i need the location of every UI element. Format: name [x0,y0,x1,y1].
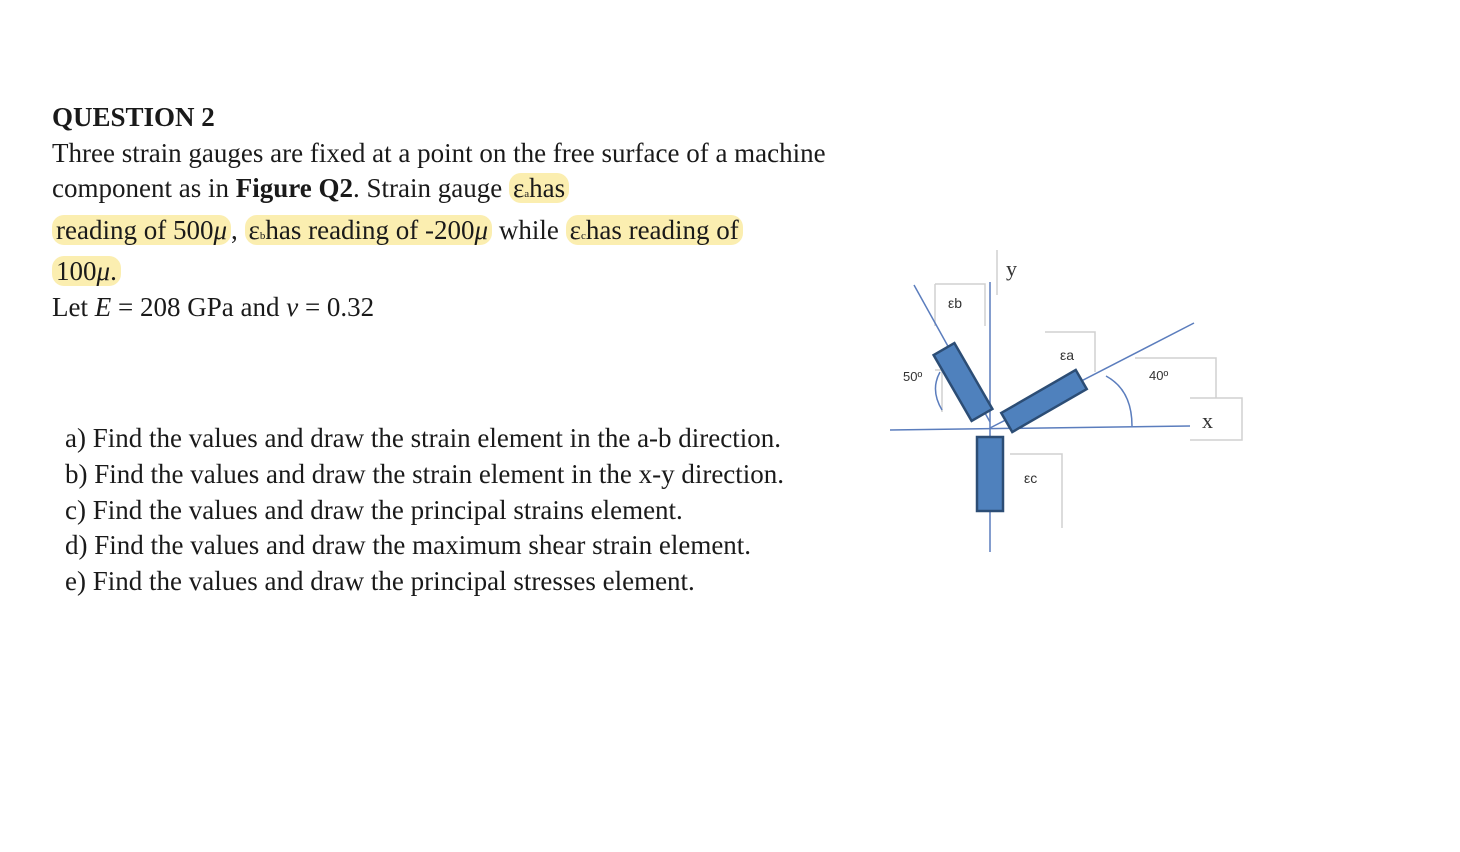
reading-a: reading of 500 [56,214,214,245]
gauge-c [977,437,1003,511]
modulus-value: = 208 GPa and [111,291,287,322]
label-angle-50: 50º [903,369,923,384]
part-c: c) Find the values and draw the principal strains element. [65,494,683,525]
has-text: has [529,173,566,204]
label-eb: εb [948,295,963,311]
reading-c-value: 100 [56,256,97,287]
mu-c: μ [96,256,111,287]
highlight-ea [509,173,569,203]
part-a: a) Find the values and draw the strain element in the a-b direction. [65,423,782,453]
reading-b: has reading of -200 [265,214,475,245]
figure-q2 [880,240,1260,560]
highlight-ec [566,215,743,245]
intro-text-1: Three strain gauges are fixed at a point on the free surface of a machine component as in [52,137,826,204]
reading-c: has reading of [585,214,739,245]
highlight-reading-a [52,215,231,245]
epsilon-a: ε [512,173,525,204]
figure-ref: Figure Q2 [235,173,353,204]
part-b: b) Find the values and draw the strain element in the x-y direction. [65,458,785,489]
let-text: Let [52,291,95,322]
label-ea: εa [1060,347,1075,363]
intro-text-2: . Strain gauge [352,173,509,204]
sub-c: c [580,229,586,242]
part-d: d) Find the values and draw the maximum shear strain element. [65,530,752,561]
angle-arc-50 [935,372,942,410]
material-line [52,290,852,326]
box-x [1190,398,1242,440]
gauge-a [1001,370,1086,432]
label-y: y [1006,256,1017,281]
poisson-symbol: v [286,291,299,322]
sub-b: b [259,229,266,242]
while-text: while [492,214,566,245]
mu-a: μ [213,214,228,245]
angle-arc-40 [1106,376,1132,426]
highlight-reading-c [52,256,121,286]
part-e: e) Find the values and draw the principal stresses element. [65,566,695,597]
label-angle-40: 40º [1149,368,1169,383]
mu-b: μ [474,214,489,245]
epsilon-c: ε [569,214,581,245]
highlight-eb [245,215,493,245]
question-parts [65,421,855,600]
label-ec: εc [1024,470,1038,486]
comma: , [231,214,245,245]
poisson-value: = 0.32 [298,291,375,322]
modulus-symbol: E [94,291,112,322]
box-40 [1135,358,1216,398]
x-axis-line [890,426,1190,430]
sub-a: a [524,188,530,201]
epsilon-b: ε [248,214,260,245]
label-x: x [1202,408,1213,433]
question-title: QUESTION 2 [52,102,215,132]
period: . [110,256,117,287]
box-ec [1010,454,1062,528]
question-body [52,136,852,290]
question-block [52,100,852,326]
